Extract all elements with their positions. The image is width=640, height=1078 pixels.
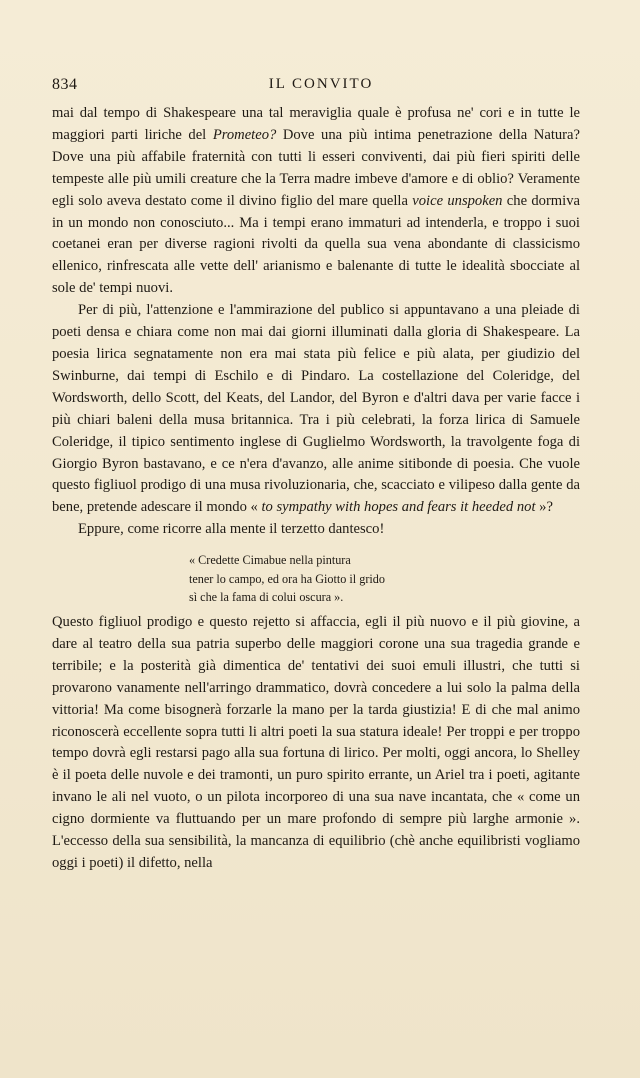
page-number: 834 <box>52 76 78 93</box>
paragraph-4: Questo figliuol prodigo e questo rejetto si affaccia, egli il più nuovo e il più giovine, a dare al teatro della sua patria superbo delle maggiori corone una sua tragedia grande e terribile; e la posterità già dimentica de' tentativi dei suoi emuli illustri, che tutti si provarono vanamente nell'arringo drammatico, dovrà concedere a lui solo la palma della vittoria! Ma come bisognerà forzarle la mano per la tarda giustizia! E di che mal animo riconoscerà eccellente sopra tutti li altri poeti la sua statura ideale! Per troppi e per troppo tempo dovrà egli restarsi pago alla sua fortuna di lirico. Per molti, oggi ancora, lo Shelley è il poeta delle nuvole e dei tramonti, un puro spirito errante, un Ariel tra i poeti, agitante invano le ali nel vuoto, o un pilota incorporeo di una sua nave incantata, che « come un cigno dormiente va fluttuando per un mare profondo di sempre più larghe armonie ». L'eccesso della sua sensibilità, la mancanza di equilibrio (chè anche equilibristi vogliamo oggi i poeti) il difetto, nella <box>52 614 580 871</box>
quote-line: sì che la fama di colui oscura ». <box>189 590 344 604</box>
paragraph-2 <box>52 300 580 519</box>
paragraph-1-text-c: Dove una più intima penetrazione della Natura? Dove una più affabile fraternità con tutti li esseri conviventi, dai più fieri spiriti delle tempeste alle più umili creature che la Terra madre imbeve d'amore e di oblio? Veramente egli solo aveva destato come il divino figlio del mare quella <box>52 126 580 209</box>
paragraph-1-text-a: mai dal tempo di Shakespeare una tal meraviglia quale è profusa ne' cori e in tutte le maggiori parti liriche del <box>52 105 580 143</box>
paragraph-2-text-c: »? <box>535 499 553 516</box>
page-header <box>52 76 590 98</box>
paragraph-1 <box>52 103 580 300</box>
paragraph-3: Eppure, come ricorre alla mente il terzetto dantesco! <box>78 521 385 538</box>
running-title: IL CONVITO <box>268 76 374 92</box>
dante-quote <box>189 551 489 607</box>
paragraph-1-text-e: che dormiva in un mondo non conosciuto... Ma i tempi erano immaturi ad intenderla, e troppo i suoi coetanei eran per diverse ragioni rivolti da quella sua vena abondante di classicismo ellenico, rinfrescata alle vette dell' arianismo e balenante di tutte le idealità sbocciate al sole de' tempi nuovi. <box>52 192 580 297</box>
text-block-lower <box>52 612 580 875</box>
quote-line: « Credette Cimabue nella pintura <box>189 553 351 567</box>
quote-line: tener lo campo, ed ora ha Giotto il grido <box>189 571 385 586</box>
italic-prometeo: Prometeo? <box>212 126 277 143</box>
text-block-upper <box>52 103 580 541</box>
italic-voice-unspoken: voice unspoken <box>412 192 503 209</box>
paragraph-2-text-a: Per di più, l'attenzione e l'ammirazione del publico si appuntavano a una pleiade di poeti densa e chiara come non mai dai giorni illuminati dalla gloria di Shakespeare. La poesia lirica segnatamente non era mai stata più felice e più alata, per giudizio del Swinburne, dai tempi di Eschilo e di Pindaro. La costellazione del Coleridge, del Wordsworth, dello Scott, del Keats, del Landor, del Byron e d'altri dava per varie facce i più chiari baleni della musa britannica. Tra i più celebrati, la forza lirica di Samuele Coleridge, il tipico sentimento inglese di Guglielmo Wordsworth, la travolgente foga di Giorgio Byron bastavano, e ce n'era d'avanzo, alle anime sitibonde di poesia. Che vuole questo figliuol prodigo di una musa rivoluzionaria, che, scacciato e vilipeso dalla gente da bene, pretende adescare il mondo « <box>52 302 580 516</box>
italic-english-quote: to sympathy with hopes and fears it heeded not <box>261 499 536 516</box>
